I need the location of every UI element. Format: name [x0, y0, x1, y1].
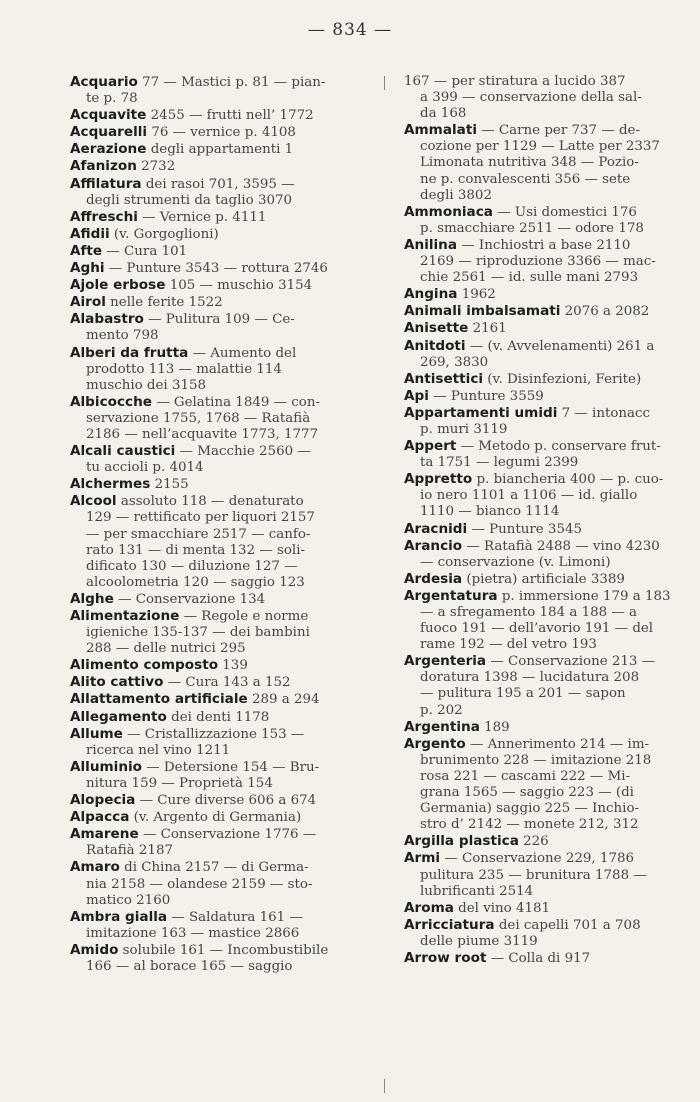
index-entry-heading: Alghe — [70, 590, 114, 607]
index-entry — [70, 141, 376, 158]
index-entry-text: — Punture 3543 — rottura 2746 — [104, 261, 328, 277]
index-entry-text: 2161 — [468, 321, 507, 337]
index-entry-text: 2455 — frutti nell’ 1772 — [146, 108, 314, 124]
index-entry-text: 269, 3830 — [420, 354, 489, 370]
index-entry-text: da 168 — [420, 106, 467, 122]
index-entry — [70, 311, 376, 344]
index-entry — [70, 476, 376, 493]
index-entry — [70, 792, 376, 809]
index-entry-text: — (v. Avvelenamenti) 261 a — [465, 338, 655, 354]
index-entry-text: — Punture 3545 — [467, 521, 583, 537]
index-entry-heading: Api — [404, 387, 429, 404]
index-entry-heading: Afanizon — [70, 158, 137, 175]
index-entry-heading: Appert — [404, 438, 457, 455]
index-entry — [404, 833, 700, 850]
index-entry-heading: Alito cattivo — [70, 674, 164, 691]
index-entry-text: Limonata nutritiva 348 — Pozio- — [420, 155, 639, 171]
index-entry-text: — Detersione 154 — Bru- — [142, 759, 320, 775]
index-entry-text: — Saldatura 161 — — [167, 909, 303, 925]
index-entry-text: — Inchiostri a base 2110 — [457, 237, 631, 253]
index-entry-text: — Metodo p. conservare frut- — [456, 439, 661, 455]
index-entry-text: mento 798 — [86, 328, 159, 344]
index-entry-text: 76 — vernice p. 4108 — [147, 125, 296, 141]
index-entry — [70, 124, 376, 141]
index-entry-text: p. 202 — [420, 702, 463, 718]
index-entry-text: p. biancheria 400 — p. cuo- — [472, 472, 664, 488]
index-entry — [70, 260, 376, 277]
index-entry-text: io nero 1101 a 1106 — id. giallo — [420, 488, 638, 504]
index-entry-text: — Annerimento 214 — im- — [465, 736, 650, 752]
index-entry — [70, 176, 376, 209]
index-entry-text: 2732 — [136, 159, 176, 175]
index-entry — [70, 74, 376, 107]
index-entry-text: p. smacchiare 2511 — odore 178 — [420, 220, 644, 236]
index-entry-heading: Alberi da frutta — [70, 344, 189, 361]
index-entry — [70, 226, 376, 243]
index-entry-text: — Colla di 917 — [486, 950, 591, 966]
index-entry — [404, 388, 700, 405]
index-entry — [70, 709, 376, 726]
index-entry — [70, 345, 376, 394]
index-entry-heading: Argilla plastica — [404, 833, 519, 850]
index-entry-text: dei denti 1178 — [166, 709, 270, 725]
index-entry-heading: Afte — [70, 242, 103, 259]
index-entry-text: dei capelli 701 a 708 — [494, 917, 641, 933]
index-entry-heading: Ammalati — [404, 122, 478, 139]
index-entry — [404, 204, 700, 237]
index-entry-heading: Affilatura — [70, 175, 142, 192]
index-entry-heading: Alopecia — [70, 792, 136, 809]
index-entry — [70, 294, 376, 311]
index-entry-heading: Affreschi — [70, 208, 138, 225]
index-entry-text: — Pulitura 109 — Ce- — [143, 312, 295, 328]
index-entry-text: — Cura 143 a 152 — [163, 675, 291, 691]
column-divider-top — [384, 76, 385, 90]
index-entry — [404, 571, 700, 588]
index-entry-heading: Argentina — [404, 718, 480, 735]
index-entry-text: a 399 — conservazione della sal- — [420, 90, 642, 106]
index-entry — [70, 277, 376, 294]
index-entry-heading: Aghi — [70, 260, 105, 277]
index-entry-text: — Ratafià 2488 — vino 4230 — [462, 538, 660, 554]
page-number: — 834 — — [307, 20, 393, 40]
index-entry — [404, 950, 700, 967]
index-entry-text: ne p. convalescenti 356 — sete — [420, 171, 631, 187]
index-entry — [404, 286, 700, 303]
index-entry-text: dificato 130 — diluzione 127 — — [86, 558, 298, 574]
index-entry — [404, 237, 700, 286]
index-entry-heading: Alimentazione — [70, 608, 180, 624]
index-entry-heading: Ambra gialla — [70, 908, 168, 925]
index-entry-text: degli strumenti da taglio 3070 — [86, 192, 293, 208]
index-entry-text: — Cristallizzazione 153 — — [122, 726, 305, 742]
index-entry-text: — Cura 101 — [102, 243, 188, 259]
index-entry — [70, 493, 376, 591]
index-entry-text: 2076 a 2082 — [560, 304, 650, 320]
index-entry — [404, 736, 700, 834]
index-entry-heading: Amaro — [70, 859, 120, 876]
index-entry-heading: Alpacca — [70, 809, 130, 826]
index-entry-heading: Armi — [404, 850, 441, 867]
index-entry-text: — Vernice p. 4111 — [137, 209, 267, 225]
index-entry-text: — pulitura 195 a 201 — sapon — [420, 686, 626, 702]
index-entry-text: — Carne per 737 — de- — [477, 123, 640, 139]
index-entry-text: — Conservazione 1776 — — [138, 827, 317, 843]
index-entry-text: prodotto 113 — malattie 114 — [86, 361, 282, 377]
index-entry — [70, 726, 376, 759]
index-entry-text: te p. 78 — [86, 91, 138, 107]
index-entry — [70, 394, 376, 443]
index-entry — [404, 653, 700, 718]
index-entry-heading: Antisettici — [404, 370, 484, 387]
index-entry — [404, 538, 700, 571]
index-entry-text: 77 — Mastici p. 81 — pian- — [137, 75, 326, 90]
index-entry-text: — conservazione (v. Limoni) — [420, 554, 611, 570]
index-entry — [404, 438, 700, 471]
index-entry — [404, 471, 700, 520]
index-column-right — [404, 74, 700, 967]
index-entry-heading: Alchermes — [70, 476, 151, 493]
index-entry-text: stro d’ 2142 — monete 212, 312 — [420, 817, 639, 833]
index-entry-text: servazione 1755, 1768 — Ratafià — [86, 410, 311, 426]
index-entry-text: 2155 — [150, 477, 189, 493]
index-entry-text: lubrificanti 2514 — [420, 883, 534, 899]
index-entry — [70, 759, 376, 792]
index-entry-heading: Allattamento artificiale — [70, 691, 248, 708]
index-entry-text: (v. Disinfezioni, Ferite) — [483, 371, 642, 387]
index-entry-heading: Acquavite — [70, 107, 147, 124]
index-entry-text: — Conservazione 134 — [113, 591, 266, 607]
index-entry-text: solubile 161 — Incombustibile — [118, 942, 329, 958]
index-entry-text: 167 — per stiratura a lucido 387 — [404, 74, 626, 89]
index-entry-text: rame 192 — del vetro 193 — [420, 637, 597, 653]
index-entry-heading: Ardesia — [404, 570, 463, 587]
index-entry-text: — per smacchiare 2517 — canfo- — [86, 526, 311, 542]
index-entry-heading: Alcali caustici — [70, 443, 176, 460]
index-entry — [404, 719, 700, 736]
index-entry — [404, 850, 700, 899]
index-entry — [404, 74, 700, 122]
index-entry-text: 7 — intonacc — [557, 405, 651, 421]
index-entry-text: 129 — rettificato per liquori 2157 — [86, 510, 315, 526]
index-entry-heading: Animali imbalsamati — [404, 303, 561, 320]
index-entry-text: p. muri 3119 — [420, 421, 508, 437]
index-entry-heading: Allume — [70, 725, 123, 742]
index-entry — [70, 209, 376, 226]
index-entry-text: 226 — [518, 834, 549, 850]
index-entry — [404, 320, 700, 337]
index-entry-heading: Aerazione — [70, 141, 147, 158]
index-entry-text: degli appartamenti 1 — [146, 142, 294, 158]
column-divider-bottom — [384, 1079, 385, 1093]
index-entry — [70, 909, 376, 942]
index-entry-text: — Punture 3559 — [428, 388, 544, 404]
index-entry-text: matico 2160 — [86, 892, 171, 908]
index-entry-text: — Usi domestici 176 — [492, 204, 637, 220]
index-entry — [404, 405, 700, 438]
index-entry — [404, 338, 700, 371]
index-entry-text: degli 3802 — [420, 187, 492, 203]
index-entry-text: — Regole e norme — [179, 609, 309, 624]
index-entry — [404, 371, 700, 388]
index-entry-heading: Alcool — [70, 493, 117, 510]
index-entry-heading: Amarene — [70, 826, 139, 843]
index-entry — [70, 809, 376, 826]
index-entry-heading: Argento — [404, 735, 466, 752]
index-entry — [70, 608, 376, 657]
index-entry-text: 2169 — riproduzione 3366 — mac- — [420, 254, 656, 270]
index-entry-text: chie 2561 — id. sulle mani 2793 — [420, 270, 639, 286]
index-entry-text: muschio dei 3158 — [86, 377, 207, 393]
index-entry-text: dei rasoi 701, 3595 — — [141, 176, 295, 192]
index-entry-text: brunimento 228 — imitazione 218 — [420, 752, 652, 768]
index-entry-text: del vino 4181 — [453, 900, 551, 916]
index-entry-heading: Amido — [70, 941, 119, 958]
index-entry-text: pulitura 235 — brunitura 1788 — — [420, 867, 647, 883]
index-entry — [404, 122, 700, 203]
index-entry-text: delle piume 3119 — [420, 933, 538, 949]
index-entry-text: fuoco 191 — dell’avorio 191 — del — [420, 621, 654, 637]
index-entry-heading: Anitdoti — [404, 337, 466, 354]
index-entry — [404, 917, 700, 950]
index-entry-heading: Alluminio — [70, 758, 143, 775]
index-entry-text: 189 — [479, 719, 510, 735]
index-entry-heading: Alimento composto — [70, 657, 219, 674]
index-entry-text: (pietra) artificiale 3389 — [462, 571, 625, 587]
index-entry-heading: Appartamenti umidi — [404, 404, 558, 421]
index-entry — [70, 826, 376, 859]
index-entry-heading: Ajole erbose — [70, 277, 166, 294]
index-entry-text: — Conservazione 213 — — [486, 654, 656, 670]
index-entry-text: — a sfregamento 184 a 188 — a — [420, 605, 638, 620]
index-entry — [70, 591, 376, 608]
index-entry-heading: Ammoniaca — [404, 203, 493, 220]
index-entry — [70, 243, 376, 260]
index-entry-heading: Argentatura — [404, 587, 498, 604]
index-entry-heading: Arricciatura — [404, 916, 495, 933]
index-entry-text: imitazione 163 — mastice 2866 — [86, 925, 300, 941]
index-column-left — [70, 74, 376, 975]
index-entry-text: rosa 221 — cascami 222 — Mi- — [420, 768, 631, 784]
index-entry-text: grana 1565 — saggio 223 — (di — [420, 785, 634, 801]
index-entry-text: 2186 — nell’acquavite 1773, 1777 — [86, 426, 319, 442]
index-entry-text: ta 1751 — legumi 2399 — [420, 455, 579, 471]
index-entry-text: tu accioli p. 4014 — [86, 460, 204, 476]
index-entry-text: — Cure diverse 606 a 674 — [135, 793, 317, 809]
index-entry-heading: Albicocche — [70, 393, 152, 410]
index-entry-text: di China 2157 — di Germa- — [119, 860, 309, 876]
index-entry-heading: Aroma — [404, 899, 454, 916]
index-entry-heading: Afidii — [70, 225, 110, 242]
index-entry-text: (v. Gorgoglioni) — [109, 226, 219, 242]
index-entry-text: Germania) saggio 225 — Inchio- — [420, 801, 640, 817]
index-entry-text: igieniche 135-137 — dei bambini — [86, 625, 310, 641]
index-entry-heading: Arancio — [404, 537, 463, 554]
index-entry — [70, 691, 376, 708]
index-entry-heading: Anisette — [404, 320, 469, 337]
index-entry-text: 288 — delle nutrici 295 — [86, 641, 246, 657]
index-entry-text: 1110 — bianco 1114 — [420, 504, 560, 520]
index-entry — [70, 443, 376, 476]
index-entry-text: 105 — muschio 3154 — [165, 278, 313, 294]
index-entry-heading: Arrow root — [404, 949, 487, 966]
index-entry-heading: Airol — [70, 294, 106, 311]
index-entry — [404, 303, 700, 320]
index-entry-text: — Aumento del — [188, 345, 297, 361]
index-entry-text: rato 131 — di menta 132 — soli- — [86, 542, 306, 558]
index-entry-text: 166 — al borace 165 — saggio — [86, 958, 293, 974]
index-entry-heading: Acquarelli — [70, 124, 148, 141]
index-entry-heading: Alabastro — [70, 311, 144, 328]
index-entry-heading: Anilina — [404, 236, 458, 253]
index-entry-text: nia 2158 — olandese 2159 — sto- — [86, 876, 313, 892]
index-entry-text: — Conservazione 229, 1786 — [440, 851, 634, 867]
index-entry-heading: Appretto — [404, 471, 473, 488]
index-entry — [70, 942, 376, 975]
index-entry-text: 289 a 294 — [247, 692, 320, 708]
index-entry — [70, 107, 376, 124]
index-entry-heading: Acquario — [70, 74, 138, 90]
index-entry-text: cozione per 1129 — Latte per 2337 — [420, 139, 660, 155]
index-entry — [70, 859, 376, 908]
index-entry-text: — Gelatina 1849 — con- — [151, 394, 320, 410]
index-entry-heading: Angina — [404, 286, 458, 303]
index-entry-text: p. immersione 179 a 183 — [497, 588, 671, 604]
index-entry-heading: Aracnidi — [404, 520, 468, 537]
index-entry — [70, 674, 376, 691]
index-entry-text: 139 — [218, 658, 248, 674]
index-entry — [70, 657, 376, 674]
index-entry-text: nitura 159 — Proprietà 154 — [86, 775, 273, 791]
index-entry-text: alcoolometria 120 — saggio 123 — [86, 574, 305, 590]
index-entry-heading: Allegamento — [70, 708, 167, 725]
index-entry — [404, 588, 700, 653]
index-entry-text: ricerca nel vino 1211 — [86, 742, 231, 758]
index-entry-text: (v. Argento di Germania) — [129, 810, 302, 826]
index-entry — [404, 900, 700, 917]
index-entry-heading: Argenteria — [404, 653, 487, 670]
index-entry-text: — Macchie 2560 — — [175, 444, 311, 460]
index-entry-text: 1962 — [457, 287, 496, 303]
index-entry-text: assoluto 118 — denaturato — [116, 494, 304, 510]
index-entry-text: doratura 1398 — lucidatura 208 — [420, 670, 640, 686]
index-entry-text: nelle ferite 1522 — [105, 295, 223, 311]
index-entry — [70, 158, 376, 175]
index-entry — [404, 521, 700, 538]
index-entry-text: Ratafià 2187 — [86, 843, 173, 859]
